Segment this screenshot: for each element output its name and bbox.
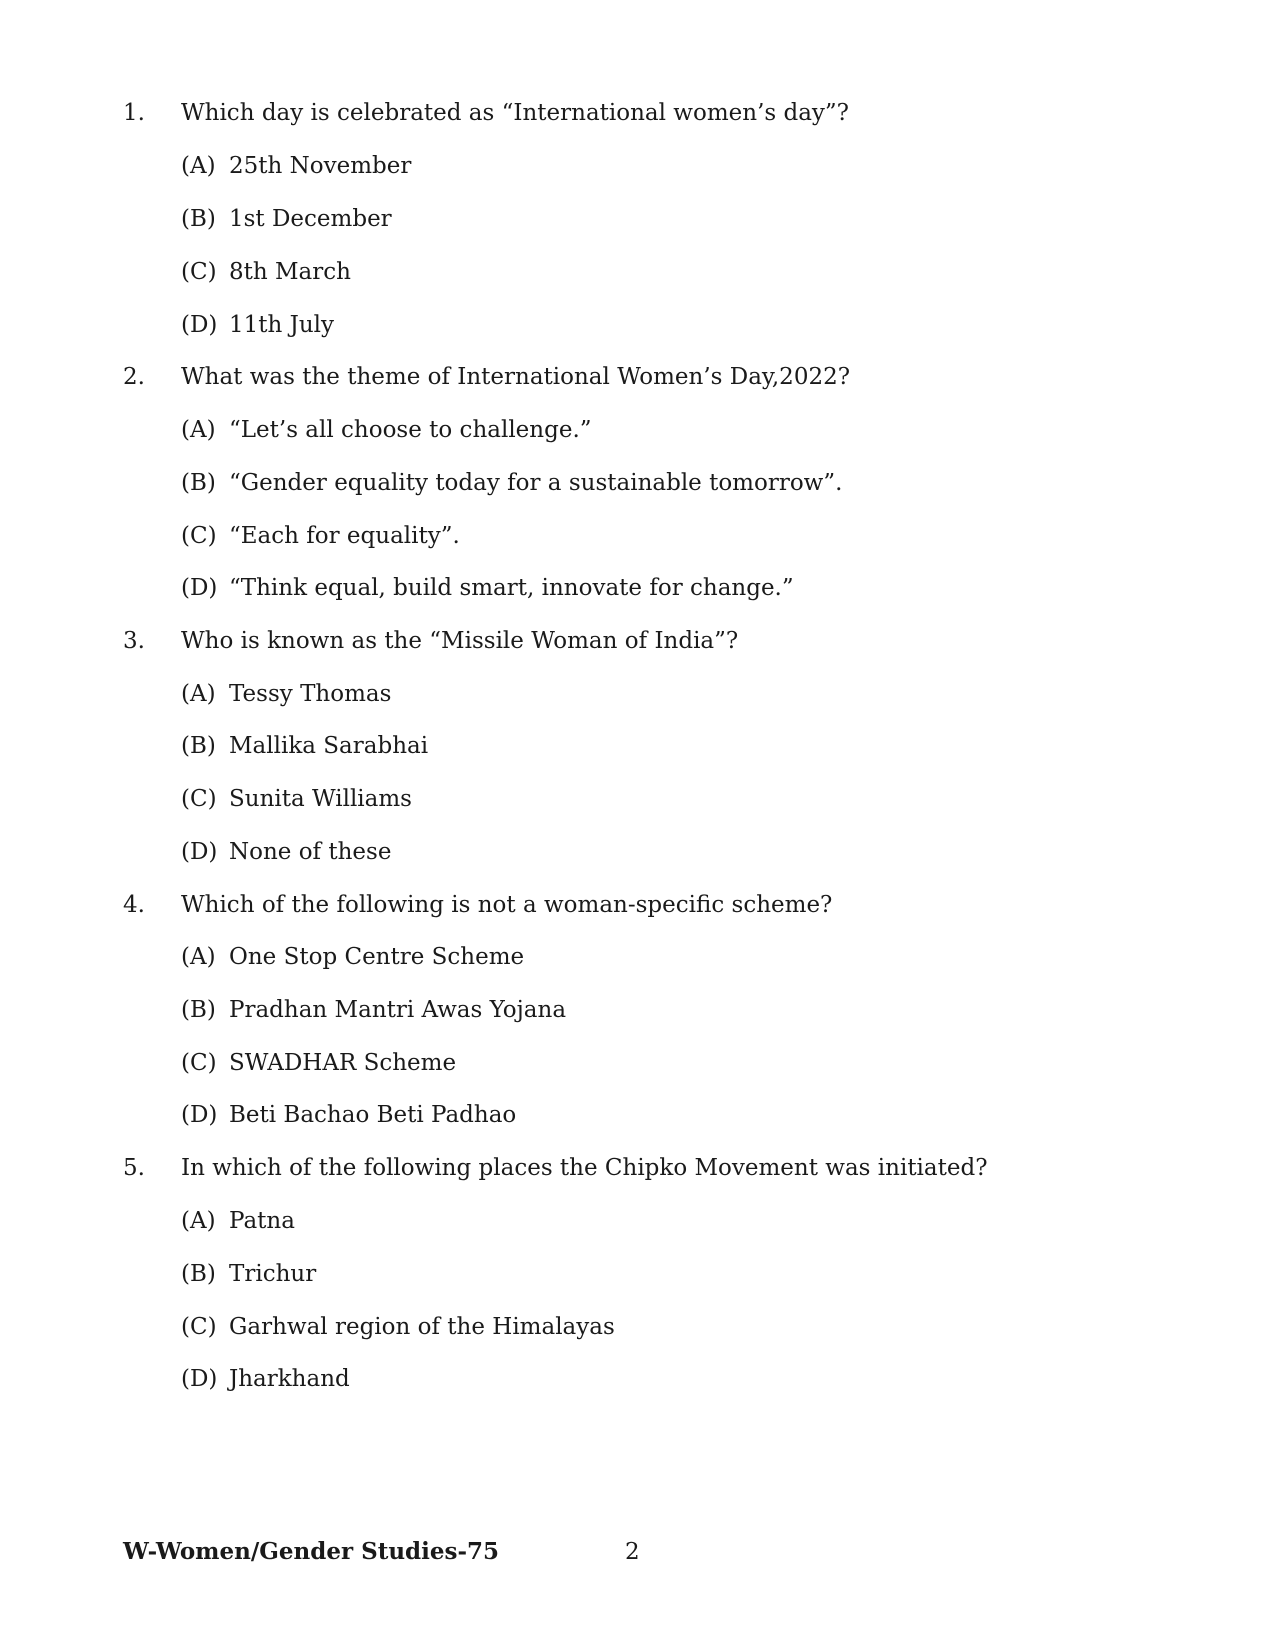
- option-label: (B): [181, 206, 216, 232]
- question-number: 5.: [123, 1155, 145, 1181]
- option-c: [181, 521, 460, 551]
- option-text: One Stop Centre Scheme: [229, 944, 525, 970]
- option-text: Jharkhand: [229, 1366, 350, 1392]
- option-text: Garhwal region of the Himalayas: [229, 1314, 615, 1340]
- option-label: (C): [181, 523, 217, 549]
- option-text: Mallika Sarabhai: [229, 733, 429, 759]
- question-number: 4.: [123, 892, 145, 918]
- option-d: [181, 1364, 350, 1394]
- option-label: (B): [181, 470, 216, 496]
- footer-title: W-Women/Gender Studies-75: [123, 1538, 499, 1565]
- option-text: Sunita Williams: [229, 786, 412, 812]
- question-number: 2.: [123, 364, 145, 390]
- option-text: “Let’s all choose to challenge.”: [229, 417, 592, 443]
- option-text: 25th November: [229, 153, 412, 179]
- question-number: 1.: [123, 100, 145, 126]
- option-a: [181, 679, 391, 709]
- option-c: [181, 1048, 456, 1078]
- option-text: 1st December: [229, 206, 392, 232]
- option-label: (C): [181, 1050, 217, 1076]
- option-text: None of these: [229, 839, 392, 865]
- option-text: Trichur: [229, 1261, 317, 1287]
- option-d: [181, 310, 334, 340]
- option-c: [181, 784, 412, 814]
- option-b: [181, 731, 428, 761]
- option-text: SWADHAR Scheme: [229, 1050, 457, 1076]
- option-label: (A): [181, 1208, 216, 1234]
- option-label: (C): [181, 1314, 217, 1340]
- option-b: [181, 995, 566, 1025]
- option-b: [181, 204, 392, 234]
- question-number: 3.: [123, 628, 145, 654]
- option-text: 8th March: [229, 259, 351, 285]
- option-label: (B): [181, 1261, 216, 1287]
- option-text: “Think equal, build smart, innovate for change.”: [229, 575, 794, 601]
- option-text: 11th July: [229, 312, 335, 338]
- option-b: [181, 1259, 316, 1289]
- option-label: (B): [181, 733, 216, 759]
- option-d: [181, 573, 794, 603]
- option-label: (D): [181, 1102, 218, 1128]
- question-text: In which of the following places the Chipko Movement was initiated?: [181, 1155, 988, 1181]
- option-label: (A): [181, 944, 216, 970]
- option-label: (C): [181, 786, 217, 812]
- option-a: [181, 1206, 295, 1236]
- option-label: (D): [181, 839, 218, 865]
- option-label: (D): [181, 1366, 218, 1392]
- option-b: [181, 468, 842, 498]
- option-a: [181, 942, 524, 972]
- question-text: Who is known as the “Missile Woman of India”?: [181, 628, 739, 654]
- question-text: What was the theme of International Women’s Day,2022?: [181, 364, 851, 390]
- option-c: [181, 257, 351, 287]
- option-text: Patna: [229, 1208, 295, 1234]
- question-text: Which day is celebrated as “International women’s day”?: [181, 100, 850, 126]
- option-label: (A): [181, 153, 216, 179]
- option-a: [181, 151, 411, 181]
- option-label: (A): [181, 681, 216, 707]
- option-label: (D): [181, 312, 218, 338]
- option-c: [181, 1312, 615, 1342]
- option-label: (D): [181, 575, 218, 601]
- option-text: Tessy Thomas: [229, 681, 392, 707]
- question-text: Which of the following is not a woman-specific scheme?: [181, 892, 833, 918]
- option-a: [181, 415, 592, 445]
- option-d: [181, 1100, 516, 1130]
- option-text: “Each for equality”.: [229, 523, 460, 549]
- option-label: (B): [181, 997, 216, 1023]
- page-number: 2: [625, 1539, 640, 1565]
- option-text: Beti Bachao Beti Padhao: [229, 1102, 517, 1128]
- option-label: (C): [181, 259, 217, 285]
- option-text: Pradhan Mantri Awas Yojana: [229, 997, 567, 1023]
- option-text: “Gender equality today for a sustainable tomorrow”.: [229, 470, 843, 496]
- option-label: (A): [181, 417, 216, 443]
- option-d: [181, 837, 391, 867]
